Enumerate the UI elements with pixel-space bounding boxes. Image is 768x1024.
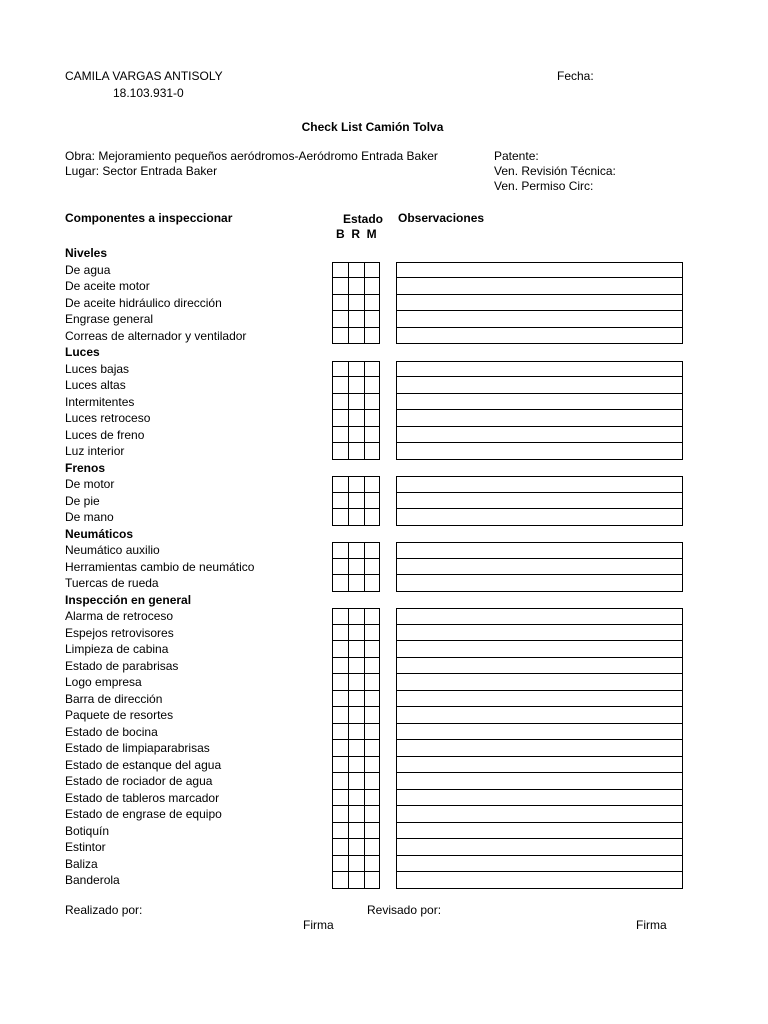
observaciones-field[interactable] <box>396 394 683 411</box>
estado-checkboxes <box>332 773 380 790</box>
observaciones-field[interactable] <box>396 311 683 328</box>
estado-r-checkbox[interactable] <box>348 658 364 675</box>
observaciones-field[interactable] <box>396 575 683 592</box>
estado-m-checkbox[interactable] <box>364 427 380 444</box>
item-label: Estado de parabrisas <box>65 658 179 673</box>
estado-b-checkbox[interactable] <box>332 278 348 295</box>
estado-r-checkbox[interactable] <box>348 724 364 741</box>
estado-m-checkbox[interactable] <box>364 410 380 427</box>
estado-checkboxes <box>332 542 380 559</box>
estado-r-checkbox[interactable] <box>348 443 364 460</box>
observaciones-field[interactable] <box>396 707 683 724</box>
item-label: Barra de dirección <box>65 691 163 706</box>
estado-checkboxes <box>332 559 380 576</box>
estado-b-checkbox[interactable] <box>332 427 348 444</box>
estado-checkboxes <box>332 625 380 642</box>
observaciones-field[interactable] <box>396 410 683 427</box>
checklist-row <box>65 262 765 279</box>
checklist-row <box>65 427 765 444</box>
section-title: Inspección en general <box>65 592 192 607</box>
estado-r-checkbox[interactable] <box>348 295 364 312</box>
estado-m-checkbox[interactable] <box>364 278 380 295</box>
estado-r-checkbox[interactable] <box>348 608 364 625</box>
estado-checkboxes <box>332 740 380 757</box>
firma-realizado-label: Firma <box>303 918 334 932</box>
estado-r-checkbox[interactable] <box>348 476 364 493</box>
observaciones-field[interactable] <box>396 691 683 708</box>
estado-b-checkbox[interactable] <box>332 608 348 625</box>
estado-r-checkbox[interactable] <box>348 806 364 823</box>
item-label: Tuercas de rueda <box>65 576 159 590</box>
estado-checkboxes <box>332 641 380 658</box>
observaciones-header: Observaciones <box>398 211 485 225</box>
obra-text: Obra: Mejoramiento pequeños aeródromos-Aeródromo Entrada Baker <box>65 149 438 163</box>
estado-checkboxes <box>332 806 380 823</box>
checklist-row <box>65 295 765 312</box>
estado-r-checkbox[interactable] <box>348 377 364 394</box>
observaciones-field[interactable] <box>396 872 683 889</box>
observaciones-field[interactable] <box>396 427 683 444</box>
estado-b-checkbox[interactable] <box>332 658 348 675</box>
checklist-row <box>65 790 765 807</box>
estado-r-checkbox[interactable] <box>348 856 364 873</box>
item-label: De mano <box>65 510 114 524</box>
checklist-row <box>65 394 765 411</box>
item-label: Limpieza de cabina <box>65 642 169 656</box>
estado-r-checkbox[interactable] <box>348 691 364 708</box>
estado-checkboxes <box>332 707 380 724</box>
estado-checkboxes <box>332 575 380 592</box>
observaciones-field[interactable] <box>396 443 683 460</box>
estado-m-checkbox[interactable] <box>364 823 380 840</box>
section-header <box>65 245 765 262</box>
section-title: Frenos <box>65 460 106 475</box>
checklist-row <box>65 872 765 889</box>
estado-m-checkbox[interactable] <box>364 394 380 411</box>
estado-b-checkbox[interactable] <box>332 757 348 774</box>
estado-b-checkbox[interactable] <box>332 740 348 757</box>
observaciones-field[interactable] <box>396 740 683 757</box>
item-label: Estado de tableros marcador <box>65 790 220 805</box>
estado-r-checkbox[interactable] <box>348 394 364 411</box>
estado-m-checkbox[interactable] <box>364 757 380 774</box>
estado-r-checkbox[interactable] <box>348 542 364 559</box>
estado-b-checkbox[interactable] <box>332 575 348 592</box>
item-label: De pie <box>65 493 100 508</box>
checklist-row <box>65 476 765 493</box>
section-title: Luces <box>65 345 100 359</box>
estado-m-checkbox[interactable] <box>364 839 380 856</box>
item-label: Luces de freno <box>65 427 145 442</box>
observaciones-field[interactable] <box>396 361 683 378</box>
checklist-row <box>65 658 765 675</box>
estado-checkboxes <box>332 377 380 394</box>
estado-checkboxes <box>332 328 380 345</box>
observaciones-field[interactable] <box>396 377 683 394</box>
estado-m-checkbox[interactable] <box>364 658 380 675</box>
checklist-row <box>65 493 765 510</box>
checklist-row <box>65 575 765 592</box>
observaciones-field[interactable] <box>396 773 683 790</box>
checklist-row <box>65 740 765 757</box>
observaciones-field[interactable] <box>396 608 683 625</box>
estado-r-checkbox[interactable] <box>348 410 364 427</box>
item-label: Luces retroceso <box>65 411 151 425</box>
item-label: Luces bajas <box>65 361 130 376</box>
observaciones-field[interactable] <box>396 509 683 526</box>
item-label: De motor <box>65 477 115 491</box>
estado-checkboxes <box>332 691 380 708</box>
checklist-row <box>65 839 765 856</box>
estado-r-checkbox[interactable] <box>348 278 364 295</box>
patente-label: Patente: <box>494 149 539 163</box>
estado-checkboxes <box>332 394 380 411</box>
item-label: Espejos retrovisores <box>65 625 174 640</box>
estado-r-checkbox[interactable] <box>348 773 364 790</box>
estado-r-checkbox[interactable] <box>348 790 364 807</box>
estado-checkboxes <box>332 361 380 378</box>
observaciones-field[interactable] <box>396 262 683 279</box>
item-label: Correas de alternador y ventilador <box>65 328 247 343</box>
item-label: Banderola <box>65 873 120 887</box>
estado-checkboxes <box>332 493 380 510</box>
checklist-row <box>65 542 765 559</box>
checklist-row <box>65 707 765 724</box>
estado-r-checkbox[interactable] <box>348 311 364 328</box>
checklist-row <box>65 443 765 460</box>
estado-b-checkbox[interactable] <box>332 262 348 279</box>
revision-tecnica-label: Ven. Revisión Técnica: <box>494 164 616 178</box>
estado-m-checkbox[interactable] <box>364 625 380 642</box>
estado-m-checkbox[interactable] <box>364 493 380 510</box>
observaciones-field[interactable] <box>396 806 683 823</box>
estado-b-checkbox[interactable] <box>332 443 348 460</box>
estado-checkboxes <box>332 724 380 741</box>
estado-b-checkbox[interactable] <box>332 295 348 312</box>
estado-r-checkbox[interactable] <box>348 641 364 658</box>
estado-checkboxes <box>332 295 380 312</box>
estado-r-checkbox[interactable] <box>348 509 364 526</box>
lugar-text: Lugar: Sector Entrada Baker <box>65 164 218 178</box>
realizado-por-label: Realizado por: <box>65 903 143 917</box>
checklist-row <box>65 806 765 823</box>
estado-r-checkbox[interactable] <box>348 493 364 510</box>
checklist-row <box>65 757 765 774</box>
estado-b-checkbox[interactable] <box>332 377 348 394</box>
item-label: Intermitentes <box>65 394 135 409</box>
estado-checkboxes <box>332 674 380 691</box>
estado-checkboxes <box>332 311 380 328</box>
checklist-row <box>65 377 765 394</box>
estado-m-checkbox[interactable] <box>364 262 380 279</box>
estado-header: Estado <box>343 212 384 226</box>
section-title: Neumáticos <box>65 526 134 541</box>
checklist-row <box>65 608 765 625</box>
estado-m-checkbox[interactable] <box>364 328 380 345</box>
checklist-row <box>65 278 765 295</box>
observaciones-field[interactable] <box>396 839 683 856</box>
estado-b-checkbox[interactable] <box>332 394 348 411</box>
estado-b-checkbox[interactable] <box>332 476 348 493</box>
estado-r-checkbox[interactable] <box>348 707 364 724</box>
estado-m-checkbox[interactable] <box>364 542 380 559</box>
observaciones-field[interactable] <box>396 625 683 642</box>
estado-b-checkbox[interactable] <box>332 311 348 328</box>
observaciones-field[interactable] <box>396 674 683 691</box>
estado-r-checkbox[interactable] <box>348 328 364 345</box>
estado-checkboxes <box>332 757 380 774</box>
observaciones-field[interactable] <box>396 295 683 312</box>
estado-b-checkbox[interactable] <box>332 790 348 807</box>
checklist-row <box>65 625 765 642</box>
estado-m-checkbox[interactable] <box>364 724 380 741</box>
item-label: Baliza <box>65 856 98 871</box>
estado-checkboxes <box>332 476 380 493</box>
estado-b-checkbox[interactable] <box>332 509 348 526</box>
observaciones-field[interactable] <box>396 493 683 510</box>
checklist-row <box>65 674 765 691</box>
section-header <box>65 344 765 361</box>
estado-b-checkbox[interactable] <box>332 493 348 510</box>
estado-checkboxes <box>332 410 380 427</box>
estado-m-checkbox[interactable] <box>364 443 380 460</box>
checklist-table <box>65 245 765 889</box>
estado-m-checkbox[interactable] <box>364 377 380 394</box>
estado-m-checkbox[interactable] <box>364 790 380 807</box>
checklist-row <box>65 691 765 708</box>
estado-b-checkbox[interactable] <box>332 724 348 741</box>
estado-checkboxes <box>332 278 380 295</box>
observaciones-field[interactable] <box>396 658 683 675</box>
estado-b-checkbox[interactable] <box>332 707 348 724</box>
estado-r-checkbox[interactable] <box>348 559 364 576</box>
checklist-row <box>65 823 765 840</box>
item-label: Estado de estanque del agua <box>65 757 222 772</box>
item-label: Paquete de resortes <box>65 708 174 722</box>
section-header <box>65 526 765 543</box>
observaciones-field[interactable] <box>396 790 683 807</box>
estado-b-checkbox[interactable] <box>332 674 348 691</box>
page-title: Check List Camión Tolva <box>301 120 444 134</box>
estado-m-checkbox[interactable] <box>364 311 380 328</box>
estado-r-checkbox[interactable] <box>348 839 364 856</box>
estado-checkboxes <box>332 823 380 840</box>
firma-revisado-label: Firma <box>636 918 667 932</box>
estado-r-checkbox[interactable] <box>348 674 364 691</box>
estado-m-checkbox[interactable] <box>364 641 380 658</box>
estado-m-checkbox[interactable] <box>364 806 380 823</box>
estado-m-checkbox[interactable] <box>364 476 380 493</box>
fecha-label: Fecha: <box>557 69 594 83</box>
estado-b-checkbox[interactable] <box>332 856 348 873</box>
estado-b-checkbox[interactable] <box>332 773 348 790</box>
estado-checkboxes <box>332 443 380 460</box>
estado-m-checkbox[interactable] <box>364 707 380 724</box>
observaciones-field[interactable] <box>396 278 683 295</box>
item-label: Estado de rociador de agua <box>65 774 213 788</box>
estado-checkboxes <box>332 856 380 873</box>
observaciones-field[interactable] <box>396 856 683 873</box>
item-label: Estado de engrase de equipo <box>65 807 222 821</box>
item-label: Estintor <box>65 840 106 854</box>
estado-r-checkbox[interactable] <box>348 575 364 592</box>
item-label: Luz interior <box>65 444 125 458</box>
estado-m-checkbox[interactable] <box>364 773 380 790</box>
item-label: Botiquín <box>65 823 110 838</box>
inspector-rut: 18.103.931-0 <box>113 86 184 100</box>
estado-r-checkbox[interactable] <box>348 361 364 378</box>
estado-r-checkbox[interactable] <box>348 823 364 840</box>
estado-b-checkbox[interactable] <box>332 625 348 642</box>
estado-r-checkbox[interactable] <box>348 625 364 642</box>
estado-b-checkbox[interactable] <box>332 839 348 856</box>
inspector-name: CAMILA VARGAS ANTISOLY <box>65 69 223 83</box>
estado-m-checkbox[interactable] <box>364 559 380 576</box>
item-label: De aceite hidráulico dirección <box>65 295 222 310</box>
estado-b-checkbox[interactable] <box>332 328 348 345</box>
estado-m-checkbox[interactable] <box>364 608 380 625</box>
estado-checkboxes <box>332 839 380 856</box>
estado-checkboxes <box>332 872 380 889</box>
estado-checkboxes <box>332 658 380 675</box>
revisado-por-label: Revisado por: <box>367 903 442 917</box>
item-label: Luces altas <box>65 378 126 392</box>
estado-m-checkbox[interactable] <box>364 740 380 757</box>
observaciones-field[interactable] <box>396 542 683 559</box>
section-header <box>65 592 765 609</box>
item-label: Estado de limpiaparabrisas <box>65 741 210 755</box>
checklist-row <box>65 311 765 328</box>
observaciones-field[interactable] <box>396 559 683 576</box>
checklist-row <box>65 856 765 873</box>
estado-m-checkbox[interactable] <box>364 872 380 889</box>
estado-checkboxes <box>332 790 380 807</box>
item-label: Herramientas cambio de neumático <box>65 559 255 574</box>
permiso-circulacion-label: Ven. Permiso Circ: <box>494 179 594 193</box>
item-label: Alarma de retroceso <box>65 609 174 623</box>
estado-b-checkbox[interactable] <box>332 410 348 427</box>
estado-r-checkbox[interactable] <box>348 872 364 889</box>
estado-b-checkbox[interactable] <box>332 691 348 708</box>
estado-r-checkbox[interactable] <box>348 757 364 774</box>
checklist-row <box>65 410 765 427</box>
section-header <box>65 460 765 477</box>
item-label: Estado de bocina <box>65 724 158 739</box>
estado-m-checkbox[interactable] <box>364 361 380 378</box>
section-title: Niveles <box>65 246 108 260</box>
estado-m-checkbox[interactable] <box>364 856 380 873</box>
estado-m-checkbox[interactable] <box>364 575 380 592</box>
estado-b-checkbox[interactable] <box>332 872 348 889</box>
observaciones-field[interactable] <box>396 328 683 345</box>
item-label: De agua <box>65 262 111 277</box>
estado-r-checkbox[interactable] <box>348 262 364 279</box>
estado-b-checkbox[interactable] <box>332 559 348 576</box>
estado-m-checkbox[interactable] <box>364 691 380 708</box>
estado-b-checkbox[interactable] <box>332 361 348 378</box>
checklist-row <box>65 559 765 576</box>
checklist-row <box>65 361 765 378</box>
checklist-row <box>65 328 765 345</box>
estado-b-checkbox[interactable] <box>332 823 348 840</box>
estado-checkboxes <box>332 262 380 279</box>
observaciones-field[interactable] <box>396 724 683 741</box>
estado-b-checkbox[interactable] <box>332 806 348 823</box>
item-label: Logo empresa <box>65 675 142 689</box>
estado-checkboxes <box>332 427 380 444</box>
estado-checkboxes <box>332 509 380 526</box>
observaciones-field[interactable] <box>396 476 683 493</box>
estado-r-checkbox[interactable] <box>348 427 364 444</box>
checklist-row <box>65 773 765 790</box>
estado-m-checkbox[interactable] <box>364 295 380 312</box>
brm-header: B R M <box>336 227 377 241</box>
estado-checkboxes <box>332 608 380 625</box>
checklist-row <box>65 724 765 741</box>
estado-b-checkbox[interactable] <box>332 641 348 658</box>
observaciones-field[interactable] <box>396 641 683 658</box>
observaciones-field[interactable] <box>396 757 683 774</box>
checklist-row <box>65 641 765 658</box>
estado-m-checkbox[interactable] <box>364 674 380 691</box>
item-label: Neumático auxilio <box>65 543 160 557</box>
estado-b-checkbox[interactable] <box>332 542 348 559</box>
observaciones-field[interactable] <box>396 823 683 840</box>
checklist-row <box>65 509 765 526</box>
components-header: Componentes a inspeccionar <box>65 211 233 225</box>
estado-r-checkbox[interactable] <box>348 740 364 757</box>
item-label: Engrase general <box>65 312 154 326</box>
item-label: De aceite motor <box>65 279 150 293</box>
estado-m-checkbox[interactable] <box>364 509 380 526</box>
